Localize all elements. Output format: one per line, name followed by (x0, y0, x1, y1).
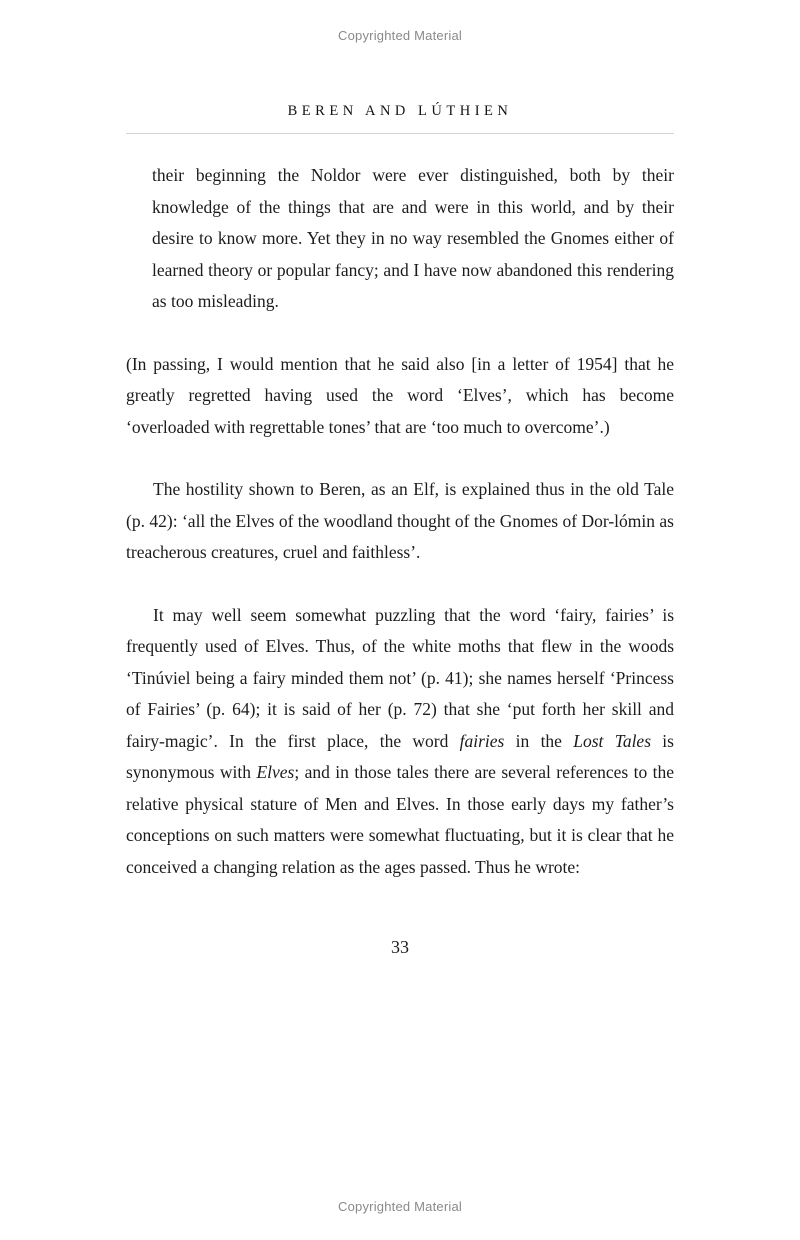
text-segment: ; and in those tales there are several references to the relative physical stature of Men and Elves. In those early days my father’s conceptions on such matters were somewhat fluctuating, but it is clear that he conceived a changing relation as the ages passed. Thus he wrote: (126, 762, 674, 877)
page-number: 33 (391, 937, 409, 957)
copyright-notice-top: Copyrighted Material (338, 28, 462, 43)
text-segment: in the (504, 730, 574, 751)
block-quote: their beginning the Noldor were ever distinguished, both by their knowledge of the things that are and were in this world, and by their desire to know more. Yet they in no way resembled the Gnomes either of learned theory or popular fancy; and I have now abandoned this rendering as too misleading. (152, 165, 674, 311)
text-segment: is synonymous with (126, 730, 674, 782)
text-segment-italic: fairies (459, 730, 505, 751)
paragraph-hostility: The hostility shown to Beren, as an Elf, is explained thus in the old Tale (p. 42): ‘all the Elves of the woodland thought of the Gnomes of Dor-lómin as treacherous creatures, cruel and faithless’. (126, 479, 674, 562)
page-content (126, 103, 674, 958)
text-segment: It may well seem somewhat puzzling that the word ‘fairy, fairies’ is frequently used of Elves. Thus, of the white moths that flew in the woods ‘Tinúviel being a fairy minded them not’ (p. 41); she names herself ‘Princess of Fairies’ (p. 64); it is said of her (p. 72) that she ‘put forth her skill and fairy-magic’. In the first place, the word (126, 604, 674, 751)
copyright-notice-bottom: Copyrighted Material (338, 1199, 462, 1214)
running-header: BEREN AND LÚTHIEN (126, 103, 674, 134)
text-segment-italic: Lost Tales (573, 730, 652, 751)
paragraph-in-passing: (In passing, I would mention that he said also [in a letter of 1954] that he greatly regretted having used the word ‘Elves’, which has become ‘overloaded with regrettable tones’ that are ‘too much to overcome’.) (126, 353, 674, 437)
paragraph-fairy (126, 600, 674, 884)
text-segment-italic: Elves (256, 762, 295, 782)
